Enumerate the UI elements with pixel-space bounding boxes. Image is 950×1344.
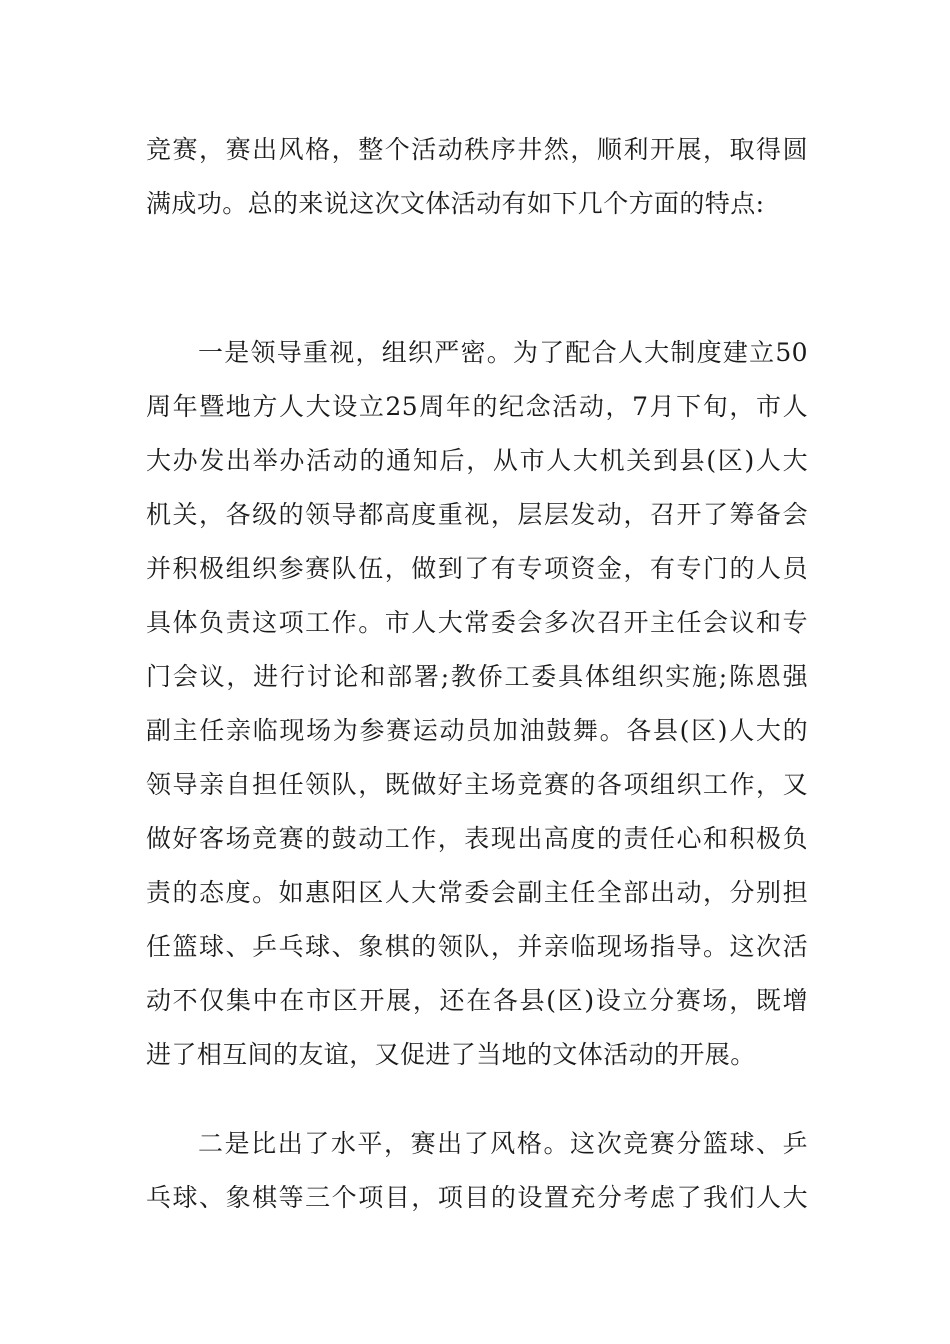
- text-line: 并积极组织参赛队伍，做到了有专项资金，有专门的人员: [146, 554, 808, 583]
- text-line: 责的态度。如惠阳区人大常委会副主任全部出动，分别担: [146, 878, 808, 907]
- text-line: 门会议，进行讨论和部署;教侨工委具体组织实施;陈恩强: [146, 662, 808, 691]
- text-line: 乓球、象棋等三个项目，项目的设置充分考虑了我们人大: [146, 1183, 808, 1212]
- text-line: 任篮球、乒乓球、象棋的领队，并亲临现场指导。这次活: [146, 932, 808, 961]
- paragraph-3: [146, 1117, 808, 1225]
- text-line: 进了相互间的友谊，又促进了当地的文体活动的开展。: [146, 1040, 756, 1069]
- text-line: 具体负责这项工作。市人大常委会多次召开主任会议和专: [146, 608, 808, 637]
- paragraph-1: [146, 123, 808, 231]
- text-line: 竞赛，赛出风格，整个活动秩序井然，顺利开展，取得圆: [146, 135, 808, 164]
- text-line: 副主任亲临现场为参赛运动员加油鼓舞。各县(区)人大的: [146, 716, 808, 745]
- paragraph-2: [146, 326, 808, 1082]
- text-line: 满成功。总的来说这次文体活动有如下几个方面的特点:: [146, 189, 765, 218]
- text-line: 一是领导重视，组织严密。为了配合人大制度建立50: [198, 338, 808, 367]
- text-line: 机关，各级的领导都高度重视，层层发动，召开了筹备会: [146, 500, 808, 529]
- text-line: 领导亲自担任领队，既做好主场竞赛的各项组织工作，又: [146, 770, 808, 799]
- text-line: 周年暨地方人大设立25周年的纪念活动，7月下旬，市人: [146, 392, 808, 421]
- text-line: 动不仅集中在市区开展，还在各县(区)设立分赛场，既增: [146, 986, 808, 1015]
- text-line: 二是比出了水平，赛出了风格。这次竞赛分篮球、乒: [198, 1129, 808, 1158]
- text-line: 大办发出举办活动的通知后，从市人大机关到县(区)人大: [146, 446, 808, 475]
- text-line: 做好客场竞赛的鼓动工作，表现出高度的责任心和积极负: [146, 824, 808, 853]
